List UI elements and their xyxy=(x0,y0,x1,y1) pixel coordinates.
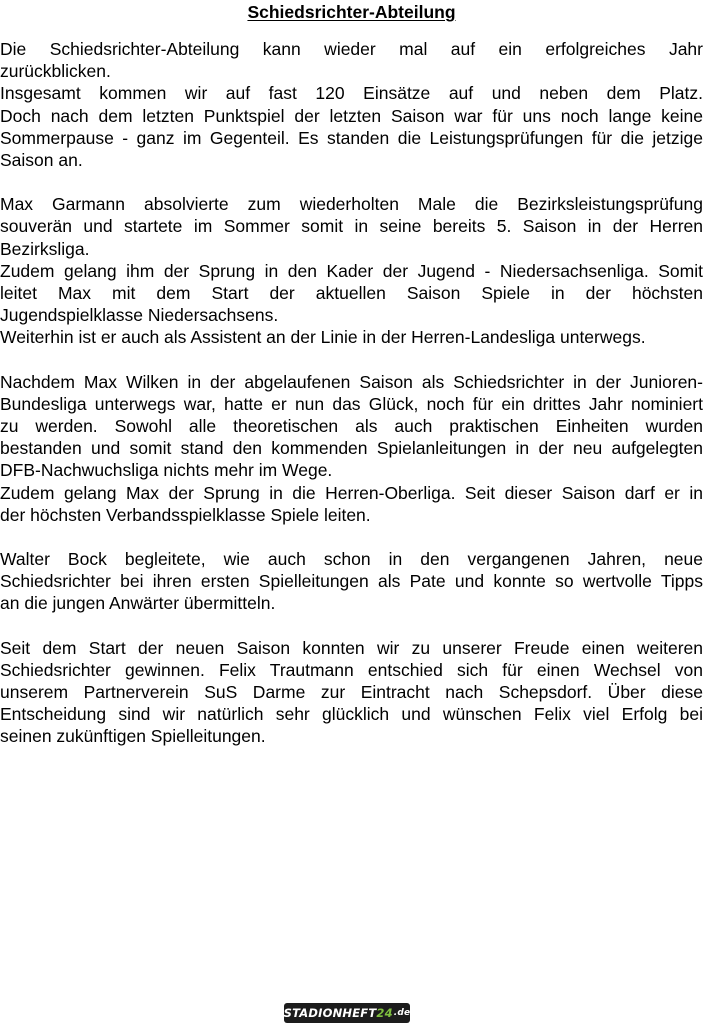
paragraph xyxy=(0,548,703,615)
text-line: Insgesamt kommen wir auf fast 120 Einsätze auf und neben dem Platz. xyxy=(0,83,703,104)
text-line: DFB-Nachwuchsliga nichts mehr im Wege. xyxy=(0,460,333,481)
text-line: leitet Max mit dem Start der aktuellen Saison Spiele in der höchsten xyxy=(0,283,703,304)
text-line: unserem Partnerverein SuS Darme zur Eintracht nach Schepsdorf. Über diese xyxy=(0,682,703,703)
paragraph xyxy=(0,38,703,171)
text-line: souverän und startete im Sommer somit in seine bereits 5. Saison in der Herren xyxy=(0,216,703,237)
document-body xyxy=(0,38,703,770)
text-line: Walter Bock begleitete, wie auch schon in den vergangenen Jahren, neue xyxy=(0,549,703,570)
logo-number: 24 xyxy=(376,1006,393,1020)
paragraph xyxy=(0,193,703,348)
text-line: seinen zukünftigen Spielleitungen. xyxy=(0,726,266,747)
text-line: Doch nach dem letzten Punktspiel der letzten Saison war für uns noch lange keine xyxy=(0,105,703,126)
page-title: Schiedsrichter-Abteilung xyxy=(247,2,456,22)
text-line: Entscheidung sind wir natürlich sehr glücklich und wünschen Felix viel Erfolg bei xyxy=(0,704,703,725)
logo-tld: .de xyxy=(393,1008,411,1018)
text-line: Sommerpause - ganz im Gegenteil. Es standen die Leistungsprüfungen für die jetzige xyxy=(0,127,703,148)
text-line: Max Garmann absolvierte zum wiederholten Male die Bezirksleistungsprüfung xyxy=(0,194,703,215)
text-line: Saison an. xyxy=(0,150,83,171)
text-line: bestanden und somit stand den kommenden Spielanleitungen in der neu aufgelegten xyxy=(0,438,703,459)
logo-brand: STADIONHEFT xyxy=(283,1006,377,1020)
text-line: an die jungen Anwärter übermitteln. xyxy=(0,593,276,614)
paragraph xyxy=(0,637,703,748)
text-line: Seit dem Start der neuen Saison konnten wir zu unserer Freude einen weiteren xyxy=(0,637,703,658)
text-line: Zudem gelang Max der Sprung in die Herren-Oberliga. Seit dieser Saison darf er in xyxy=(0,482,703,503)
text-line: Jugendspielklasse Niedersachsens. xyxy=(0,305,279,326)
text-line: Bezirksliga. xyxy=(0,238,90,259)
text-line: Bundesliga unterwegs war, hatte er nun das Glück, noch für ein drittes Jahr nominiert xyxy=(0,393,703,414)
text-line: Weiterhin ist er auch als Assistent an der Linie in der Herren-Landesliga unterwegs. xyxy=(0,327,646,348)
paragraph xyxy=(0,371,703,526)
text-line: Die Schiedsrichter-Abteilung kann wieder mal auf ein erfolgreiches Jahr xyxy=(0,39,703,59)
text-line: Zudem gelang ihm der Sprung in den Kader der Jugend - Niedersachsenliga. Somit xyxy=(0,260,703,281)
text-line: Schiedsrichter gewinnen. Felix Trautmann entschied sich für einen Wechsel von xyxy=(0,659,703,680)
text-line: der höchsten Verbandsspielklasse Spiele leiten. xyxy=(0,504,371,525)
text-line: Schiedsrichter bei ihren ersten Spielleitungen als Pate und konnte so wertvolle Tipps xyxy=(0,571,703,592)
stadionheft-logo xyxy=(284,1003,410,1023)
text-line: zu werden. Sowohl alle theoretischen als auch praktischen Einheiten wurden xyxy=(0,416,703,437)
text-line: Nachdem Max Wilken in der abgelaufenen Saison als Schiedsrichter in der Junioren- xyxy=(0,371,703,392)
text-line: zurückblicken. xyxy=(0,61,111,82)
